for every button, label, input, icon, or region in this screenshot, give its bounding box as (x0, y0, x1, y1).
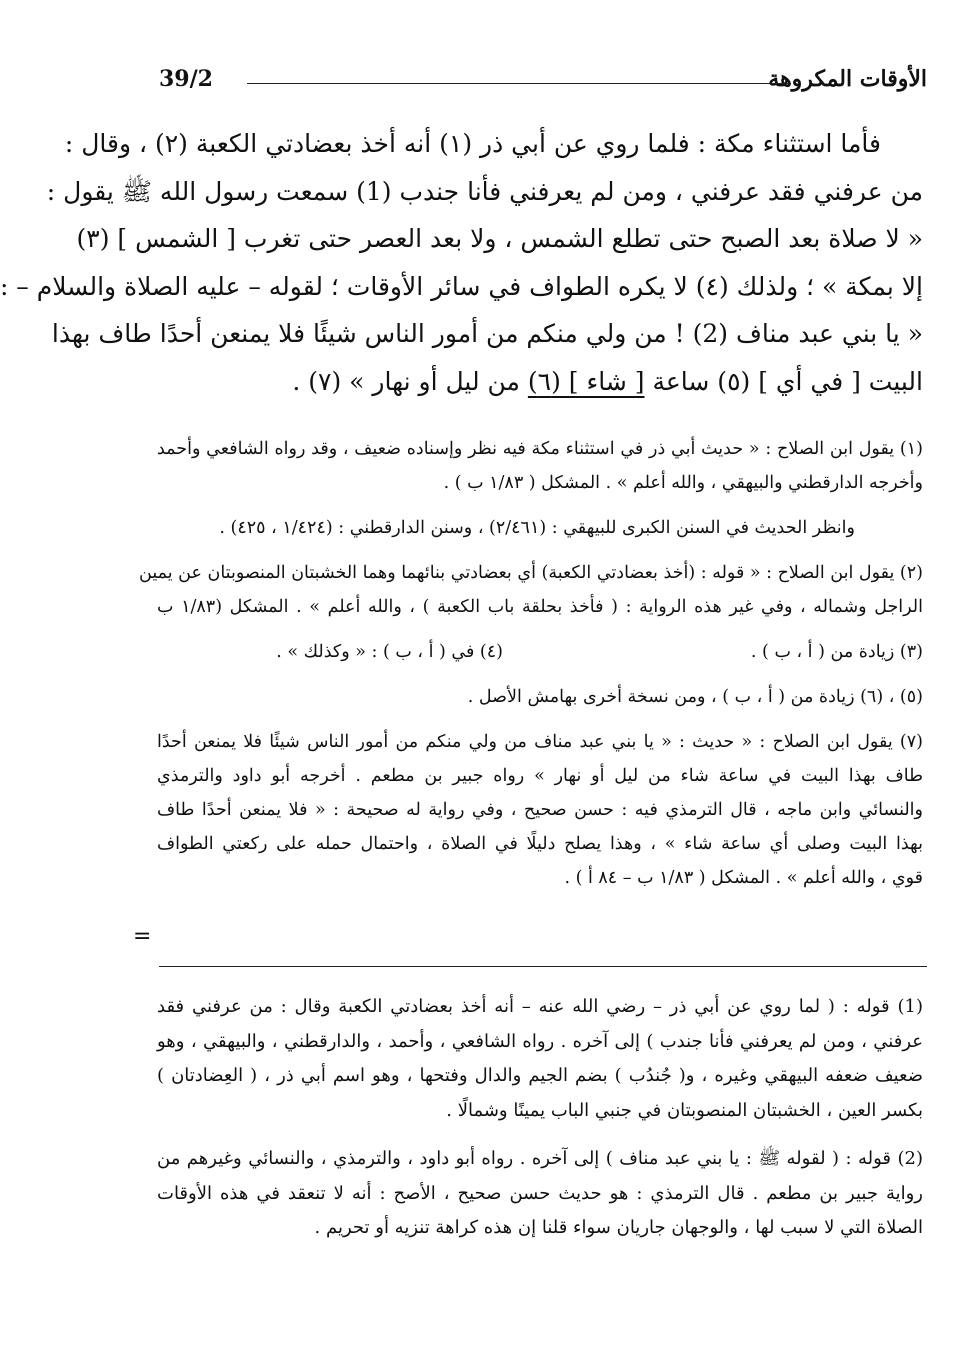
footnote-line: قوي ، والله أعلم » . المشكل ( ١/٨٣ ب – ٨٤ أ ) . (564, 868, 923, 888)
footnote-line: وانظر الحديث في السنن الكبرى للبيهقي : (٢/٤٦١) ، وسنن الدارقطني : (١/٤٢٤ ، ٤٢٥) . (219, 518, 855, 538)
footnote-line: وأخرجه الدارقطني والبيهقي ، والله أعلم » . المشكل ( ١/٨٣ ب ) . (443, 473, 923, 493)
main-text-line: إلا بمكة » ؛ ولذلك (٤) لا يكره الطواف في سائر الأوقات ؛ لقوله – عليه الصلاة والسلام – : (0, 271, 923, 301)
header-rule (247, 83, 791, 84)
main-text-fragment: من ليل أو نهار » (٧) . (292, 366, 528, 396)
footnote-line: رواية جبير بن مطعم . قال الترمذي : هو حديث حسن صحيح ، الأصح : أنه لا تنعقد في هذه الأوقات (157, 1182, 923, 1204)
margin-mark: = (133, 924, 152, 949)
page-number: 39/2 (159, 66, 213, 92)
main-text-line: « لا صلاة بعد الصبح حتى تطلع الشمس ، ولا بعد العصر حتى تغرب [ الشمس ] (٣) (76, 224, 923, 253)
underlined-fragment: [ شاء ] (٦) (527, 366, 645, 396)
footnote-line: ضعيف ضعفه البيهقي وغيره ، و( جُندُب ) بضم الجيم والدال وفتحها ، وهو اسم أبي ذر ، ( العِضادتان ) (157, 1065, 923, 1086)
footnote-line: (٢) يقول ابن الصلاح : « قوله : (أخذ بعضادتي الكعبة) أي بعضادتي بنائهما وهما الخشبتان المنصوبتان عن يمين (139, 563, 923, 583)
footnote-line: (1) قوله : ( لما روي عن أبي ذر – رضي الله عنه – أنه أخذ بعضادتي الكعبة وقال : من عرفني فقد (157, 996, 923, 1017)
footnote-line: (٥) ، (٦) زيادة من ( أ ، ب ) ، ومن نسخة أخرى بهامش الأصل . (467, 687, 923, 707)
footnote-3: (٣) زيادة من ( أ ، ب ) . (750, 642, 923, 662)
footnote-pair (157, 635, 923, 669)
main-text-line-last (157, 358, 923, 406)
footnote-line: (٧) يقول ابن الصلاح : « حديث : « يا بني عبد مناف من ولي منكم من أمور الناس شيئًا فلا يمنعن أحدًا (157, 732, 923, 752)
footnote-line: (2) قوله : ( لقوله ﷺ : يا بني عبد مناف ) إلى آخره . رواه أبو داود ، والترمذي ، والنسائي وغيرهم من (157, 1148, 923, 1169)
main-text-line: فأما استثناء مكة : فلما روي عن أبي ذر (١) أنه أخذ بعضادتي الكعبة (٢) ، وقال : (64, 129, 881, 158)
footnote-line: بهذا البيت وصلى أي ساعة شاء » ، وهذا يصلح دليلًا في الصلاة ، واحتمال حمله على ركعتي الطواف (157, 834, 923, 854)
footnote-line: طاف بهذا البيت في ساعة شاء من ليل أو نهار » رواه جبير بن مطعم . أخرجه أبو داود والترمذي (157, 766, 923, 786)
footnote-separator (159, 966, 927, 967)
main-text-line: من عرفني فقد عرفني ، ومن لم يعرفني فأنا جندب (1) سمعت رسول الله ﷺ يقول : (46, 176, 923, 206)
footnote-line: بكسر العين ، الخشبتان المنصوبتان في جنبي الباب يمينًا وشمالًا . (446, 1099, 923, 1121)
footnote-line: عرفني ، ومن لم يعرفني فأنا جندب ) إلى آخره . رواه الشافعي ، وأحمد ، والدارقطني ، والبيهقي ، وهو (157, 1030, 923, 1052)
main-text (0, 120, 923, 405)
footnote-line: (١) يقول ابن الصلاح : « حديث أبي ذر في استثناء مكة فيه نظر وإسناده ضعيف ، وقد رواه الشافعي وأحمد (157, 439, 923, 459)
footnote-line: والنسائي وابن ماجه ، قال الترمذي فيه : حسن صحيح ، وفي رواية له صحيحة : « فلا يمنعن أحدًا طاف (157, 800, 923, 820)
commentary-footnotes (157, 990, 923, 1246)
page-header (159, 66, 927, 100)
footnote-4: (٤) في ( أ ، ب ) : « وكذلك » . (276, 642, 503, 662)
main-text-line: « يا بني عبد مناف (2) ! من ولي منكم من أمور الناس شيئًا فلا يمنعن أحدًا طاف بهذا (51, 319, 923, 348)
footnote-line: الراجل وشماله ، وفي غير هذه الرواية : ( فأخذ بحلقة باب الكعبة ) ، والله أعلم » . المشكل (١/٨٣ ب (157, 597, 923, 617)
footnote-line: الصلاة التي لا سبب لها ، والوجهان جاريان سواء قلنا إن هذه كراهة تنزيه أو تحريم . (314, 1217, 923, 1238)
running-title: الأوقات المكروهة (768, 66, 927, 92)
editor-footnotes (139, 432, 923, 895)
main-text-fragment: البيت [ في أي ] (٥) ساعة (644, 366, 923, 396)
